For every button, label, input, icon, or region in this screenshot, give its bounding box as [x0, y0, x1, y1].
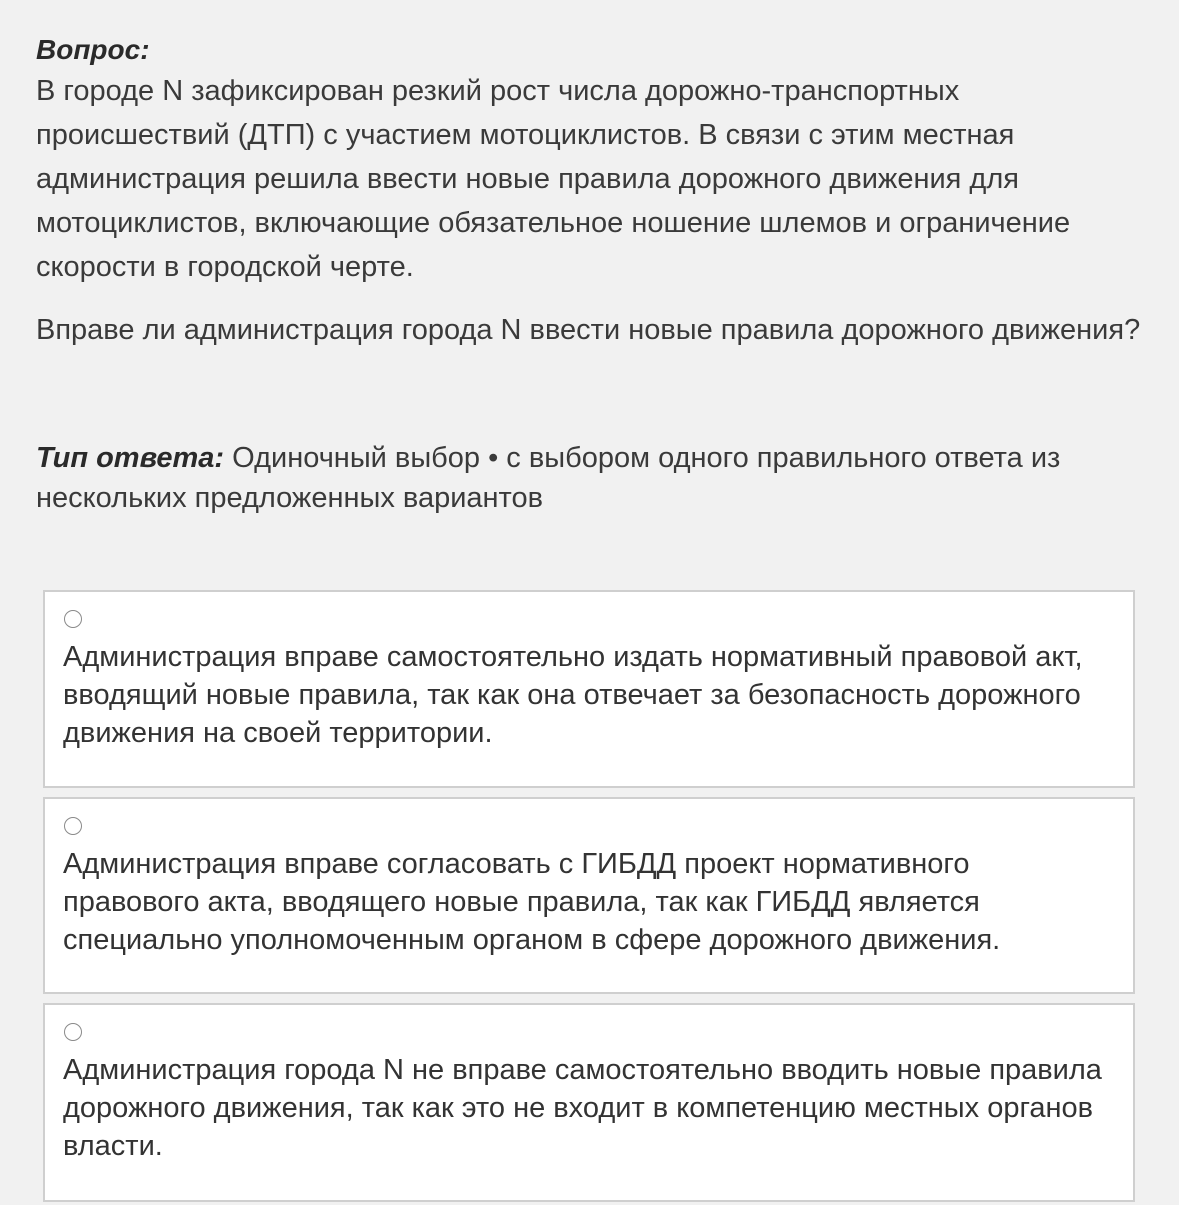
answer-type-value: Одиночный выбор • с выбором одного правильного ответа из нескольких предложенных вариантов — [36, 442, 1061, 514]
answer-option-2[interactable] — [43, 797, 1135, 994]
question-text: В городе N зафиксирован резкий рост числа дорожно-транспортных происшествий (ДТП) с участием мотоциклистов. В связи с этим местная администрация решила ввести новые правила дорожного движения для мотоциклистов, включающие обязательное ношение шлемов и ограничение скорости в городской черте. — [36, 75, 1071, 283]
answer-type — [36, 438, 1146, 518]
radio-button[interactable] — [64, 817, 82, 835]
radio-button[interactable] — [64, 1023, 82, 1041]
answer-option-text: Администрация города N не вправе самостоятельно вводить новые правила дорожного движения, так как это не входит в компетенцию местных органов власти. — [63, 1054, 1102, 1162]
answer-option-1[interactable] — [43, 590, 1135, 788]
answer-option-3[interactable] — [43, 1003, 1135, 1202]
answer-options — [43, 590, 1135, 1202]
question-prompt: Вправе ли администрация города N ввести новые правила дорожного движения? — [36, 314, 1141, 346]
answer-option-text: Администрация вправе самостоятельно издать нормативный правовой акт, вводящий новые правила, так как она отвечает за безопасность дорожного движения на своей территории. — [63, 641, 1083, 749]
question-label: Вопрос: — [36, 34, 150, 65]
answer-option-text: Администрация вправе согласовать с ГИБДД проект нормативного правового акта, вводящего новые правила, так как ГИБДД является специально уполномоченным органом в сфере дорожного движения. — [63, 848, 1001, 956]
answer-type-label: Тип ответа: — [36, 442, 225, 474]
radio-button[interactable] — [64, 610, 82, 628]
